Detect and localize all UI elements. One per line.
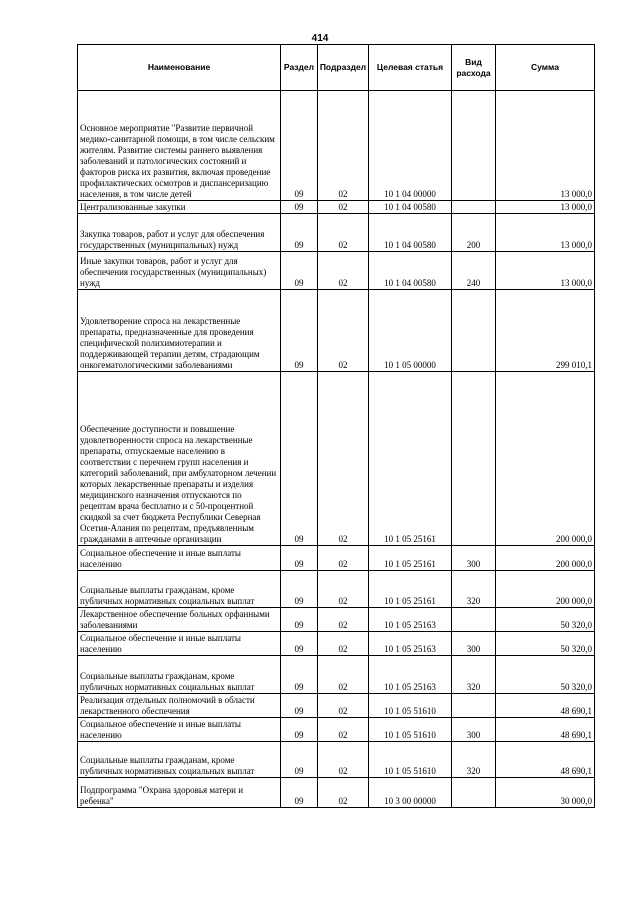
row-name-cell: Лекарственное обеспечение больных орфанными заболеваниями: [78, 608, 281, 632]
row-expense-type-cell: 320: [452, 656, 496, 694]
row-target-article-cell: 10 1 05 25161: [369, 372, 452, 546]
row-subsection-cell: 02: [318, 778, 369, 808]
table-row: [78, 372, 595, 546]
row-target-article-cell: 10 1 05 25161: [369, 571, 452, 608]
row-subsection-cell: 02: [318, 372, 369, 546]
row-section-cell: 09: [281, 632, 318, 656]
row-amount-cell: 13 000,0: [496, 252, 595, 290]
row-section-cell: 09: [281, 372, 318, 546]
row-section-cell: 09: [281, 608, 318, 632]
row-name-cell: Социальные выплаты гражданам, кроме публичных нормативных социальных выплат: [78, 656, 281, 694]
table-row: [78, 571, 595, 608]
column-header-target-article: Целевая статья: [369, 45, 452, 91]
row-amount-cell: 13 000,0: [496, 201, 595, 214]
row-target-article-cell: 10 1 05 25163: [369, 632, 452, 656]
row-section-cell: 09: [281, 252, 318, 290]
row-target-article-cell: 10 1 04 00580: [369, 214, 452, 252]
row-subsection-cell: 02: [318, 694, 369, 718]
row-subsection-cell: 02: [318, 571, 369, 608]
table-row: [78, 742, 595, 778]
row-target-article-cell: 10 1 04 00580: [369, 252, 452, 290]
row-section-cell: 09: [281, 742, 318, 778]
row-target-article-cell: 10 1 05 51610: [369, 718, 452, 742]
row-name-cell: Реализация отдельных полномочий в области лекарственного обеспечения: [78, 694, 281, 718]
row-target-article-cell: 10 1 05 00000: [369, 290, 452, 372]
row-target-article-cell: 10 1 05 51610: [369, 742, 452, 778]
row-target-article-cell: 10 1 05 51610: [369, 694, 452, 718]
row-amount-cell: 200 000,0: [496, 546, 595, 571]
row-expense-type-cell: [452, 91, 496, 201]
table-row: [78, 778, 595, 808]
row-amount-cell: 50 320,0: [496, 632, 595, 656]
row-target-article-cell: 10 1 05 25161: [369, 546, 452, 571]
row-name-cell: Социальные выплаты гражданам, кроме публичных нормативных социальных выплат: [78, 742, 281, 778]
row-amount-cell: 30 000,0: [496, 778, 595, 808]
row-amount-cell: 48 690,1: [496, 694, 595, 718]
row-target-article-cell: 10 1 04 00000: [369, 91, 452, 201]
row-expense-type-cell: [452, 372, 496, 546]
row-subsection-cell: 02: [318, 742, 369, 778]
row-subsection-cell: 02: [318, 546, 369, 571]
row-subsection-cell: 02: [318, 252, 369, 290]
column-header-amount: Сумма: [496, 45, 595, 91]
row-subsection-cell: 02: [318, 201, 369, 214]
row-expense-type-cell: 320: [452, 571, 496, 608]
row-amount-cell: 299 010,1: [496, 290, 595, 372]
column-header-subsection: Подраздел: [318, 45, 369, 91]
row-amount-cell: 48 690,1: [496, 742, 595, 778]
row-amount-cell: 200 000,0: [496, 571, 595, 608]
row-name-cell: Обеспечение доступности и повышение удовлетворенности спроса на лекарственные препараты, отпускаемые населению в соответствии с перечнем групп населения и категорий заболеваний, при амбулаторном лечении которых лекарственные препараты и изделия медицинского назначения отпускаются по рецептам врача бесплатно и с 50-процентной скидкой за счет бюджета Республики Северная Осетия-Алания по рецептам, предъявленным гражданами в аптечные организации: [78, 372, 281, 546]
column-header-section: Раздел: [281, 45, 318, 91]
row-expense-type-cell: [452, 778, 496, 808]
table-row: [78, 290, 595, 372]
row-expense-type-cell: 300: [452, 546, 496, 571]
row-target-article-cell: 10 1 05 25163: [369, 608, 452, 632]
row-amount-cell: 13 000,0: [496, 91, 595, 201]
row-subsection-cell: 02: [318, 91, 369, 201]
row-section-cell: 09: [281, 571, 318, 608]
row-section-cell: 09: [281, 656, 318, 694]
table-row: [78, 608, 595, 632]
row-section-cell: 09: [281, 214, 318, 252]
row-name-cell: Социальное обеспечение и иные выплаты населению: [78, 546, 281, 571]
row-target-article-cell: 10 3 00 00000: [369, 778, 452, 808]
row-subsection-cell: 02: [318, 656, 369, 694]
row-name-cell: Централизованные закупки: [78, 201, 281, 214]
table-row: [78, 201, 595, 214]
row-section-cell: 09: [281, 201, 318, 214]
row-expense-type-cell: 200: [452, 214, 496, 252]
row-amount-cell: 200 000,0: [496, 372, 595, 546]
row-expense-type-cell: [452, 290, 496, 372]
row-name-cell: Закупка товаров, работ и услуг для обеспечения государственных (муниципальных) нужд: [78, 214, 281, 252]
row-expense-type-cell: [452, 608, 496, 632]
row-amount-cell: 48 690,1: [496, 718, 595, 742]
column-header-expense-type: Вид расхода: [452, 45, 496, 91]
table-row: [78, 694, 595, 718]
row-section-cell: 09: [281, 694, 318, 718]
row-expense-type-cell: 300: [452, 718, 496, 742]
row-target-article-cell: 10 1 05 25163: [369, 656, 452, 694]
row-expense-type-cell: 240: [452, 252, 496, 290]
row-section-cell: 09: [281, 91, 318, 201]
row-amount-cell: 13 000,0: [496, 214, 595, 252]
page-number: 414: [311, 33, 329, 44]
row-name-cell: Подпрограмма "Охрана здоровья матери и ребенка": [78, 778, 281, 808]
row-subsection-cell: 02: [318, 214, 369, 252]
row-name-cell: Социальное обеспечение и иные выплаты населению: [78, 718, 281, 742]
row-section-cell: 09: [281, 546, 318, 571]
table-row: [78, 91, 595, 201]
row-name-cell: Иные закупки товаров, работ и услуг для обеспечения государственных (муниципальных) нужд: [78, 252, 281, 290]
row-subsection-cell: 02: [318, 632, 369, 656]
row-name-cell: Основное мероприятие "Развитие первичной медико-санитарной помощи, в том числе сельским жителям. Развитие системы раннего выявления заболеваний и патологических состояний и факторов риска их развития, включая проведение профилактических осмотров и диспансеризацию населения, в том числе детей: [78, 91, 281, 201]
table-header-row: [78, 45, 595, 91]
row-section-cell: 09: [281, 778, 318, 808]
row-expense-type-cell: [452, 694, 496, 718]
row-section-cell: 09: [281, 290, 318, 372]
row-subsection-cell: 02: [318, 290, 369, 372]
row-expense-type-cell: 300: [452, 632, 496, 656]
row-amount-cell: 50 320,0: [496, 656, 595, 694]
column-header-name: Наименование: [78, 45, 281, 91]
table-row: [78, 214, 595, 252]
row-amount-cell: 50 320,0: [496, 608, 595, 632]
row-subsection-cell: 02: [318, 718, 369, 742]
table-row: [78, 656, 595, 694]
budget-table: [77, 44, 595, 808]
row-name-cell: Социальные выплаты гражданам, кроме публичных нормативных социальных выплат: [78, 571, 281, 608]
row-expense-type-cell: 320: [452, 742, 496, 778]
row-name-cell: Удовлетворение спроса на лекарственные препараты, предназначенные для проведения специфической полихимиотерапии и поддерживающей терапии детям, страдающим онкогематологическими заболеваниями: [78, 290, 281, 372]
row-expense-type-cell: [452, 201, 496, 214]
table-row: [78, 632, 595, 656]
table-row: [78, 252, 595, 290]
table-row: [78, 546, 595, 571]
row-target-article-cell: 10 1 04 00580: [369, 201, 452, 214]
table-row: [78, 718, 595, 742]
row-subsection-cell: 02: [318, 608, 369, 632]
row-section-cell: 09: [281, 718, 318, 742]
row-name-cell: Социальное обеспечение и иные выплаты населению: [78, 632, 281, 656]
